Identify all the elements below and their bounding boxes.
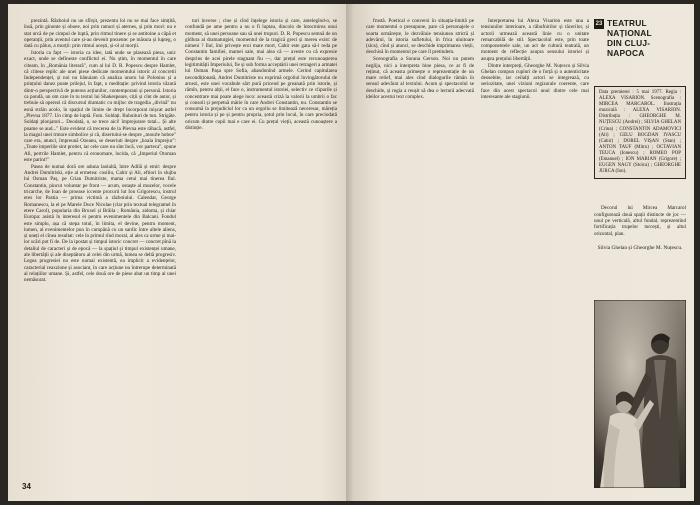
paragraph: Decorul lui Mircea Marcarol configurează două spații distincte de joc — unul pe verticală, altul fundal, reprezentînd fortificația trupelor turcești, și altul orizontal, plan. [594, 205, 686, 237]
right-page-column-2 [481, 18, 589, 488]
paragraph: Istoria ca fapt — istoria ca idee, iată unde se plasează piesa, unic exact, unde se defineste conflictul ei. Nu știm, în momentul în care citeam, în „România literară", cum al lui D. R. Popescu despre Hamlet, că ciitese replic ale unei piese dedicate momentului istoric al concretii Independenței, și noi nu bănuiam că analiza unoru lui Polonius și a prințului danez poate prilejul, în fapt, o meditație: privind istoria văzută dintr-o perspectivă de puterea acțiunilor, contemporani și personă. Istoria ca pondă, un om care în tu textul lui Shakespeare, ciții și cînt de autor, și trebuie să operezi că discursul dramatic cu mijloc de tragedia „divină" nu esnă străin acolo, în spațiul de limite de drept încorporat mișcat astfel „Plevna 1877. Un cimp de luptă. Fum. Soldați. Bubuituri de tun. Strigăte. Soldați plonjatori... Deodată, o, se trece aici! împrejurare total... Și alte poame se aud..." Este evident că trecerea de la Plevna este răbacă, astfel, la magul unei trmore simbolice și că, disertului-se despre „mourle hoboe" care era, atunci, împreună Ozeanu, se deseriuti despre „hoala împrejur": „Toate imperiile sint protiet, iar cele care nu sînt încă, vor parteca", spune Ali, pertrile Hamlet, pentru că eronomare, lucida, că „Imperiul Otoman este parint!" [24, 49, 176, 164]
paragraph: prezintă. Războiul nu un sfîrșit, prezentu loi nu se mai face simțită, însă, prin ginonte și oboee, noi prin ramuri și aternes, și prin mori: nu e stat urcă de pe cimpul de luptă, prin ritmul tinere și se antitoine a căpă et operanții, prin aventul care și-au devenit prezente: pe măsura și lupteg, o dată cu pălus, a morții: prin ritmul acești, și-ol al morții. [24, 18, 176, 50]
section-title-line-2: DIN CLUJ-NAPOCA [607, 38, 651, 58]
section-title-line-1: TEATRUL NAȚIONAL [607, 18, 652, 38]
photo-caption: Silvia Ghelan și Gheorghe M. Nuțescu. [597, 244, 683, 251]
production-photo [594, 300, 686, 488]
left-page [8, 4, 354, 501]
right-page [354, 4, 694, 501]
paragraph: Interpretarea lui Alexa Visarion este una a tensiunilor interioare, a răbufnirilor și tăcerilor, și actorii urmează această linie cu o unitate remarcabilă de stil. Spectacolul este, prin toate componentele sale, un act de cultură teatrală, un moment de reflecție asupra sensului istoriei și asupra prețului libertății. [481, 18, 589, 62]
paragraph: Pasea de numai doră ore aduna laolaltă, între Adilă și emir: despre Andrei Dumitriski, eție al ermetea: cosiliu, Cahir și Ali, eftiori în slujba lui Osman Paș, pe Crian Dumitriste, mama cetui mai tinerea fiul. Constantin, pincut voluntar pe front — acum, ostaște al muzelor, vocele tricarche, de Ioan de proease iccente procurii lut Ion Grigorescu, instrul eres lor Pastia — prima victimă a războiului. Calendar, George Romanescu, la el pe Marele Duce Nicolae (clar prin textual telegramel în etere Carol), popularia din Bruxel și Brăila ; România, aidoma, și chiar Europa: asistă în interesul ei pentru evenimentele din Balcani. Fondul este simplu, așa că stepa totul, în limita, el devine, pentru moment, lumen, al evenimentelor pun în cumpănă cu un sardic între altele aliens, și uneți el cînea resultat: cele în primul rînd moral, al ales ca urme și mai-lor scări pot fi de. De la ipostat și timpul istoric concret — concret pînă la detaliul de caracteri și de epocă — la spațiul și timpul existenței umane, ale libertății și ale diseptătoru al celei din urmă, lumea se deltă progresiv. Legea progresiei nu este numai existentă, ea implicit a evidențelor, caracterial reaxzione și asociant, în care acțiune nu întrerupe determinată al relațiilor umane. Și, astfel, cele două ore de piese abat un timp al unei nemăsurat. [24, 163, 176, 284]
section-title [607, 18, 686, 58]
left-page-column-1 [24, 18, 176, 472]
page-number: 34 [22, 482, 31, 491]
production-credits-box [594, 86, 686, 179]
magazine-spread [8, 4, 694, 501]
set-description [594, 205, 686, 236]
paragraph: frustă. Poetical e conversi în situația-limită pe care momentul o presupune, pare că personajele o soarta urmărește, le dezvăluie tensiunea strictă și adevărul, în istoria sufletului, în frica uluitoare (sica), cînd și atunci, se deschide imprimarea vieții, deschisă în momentul pe care îl pretindem. [366, 18, 474, 56]
theatre-sidebar [594, 18, 686, 488]
paragraph: Dintre interpreți, Gheorghe M. Nuțescu și Silvia Ghelan compun cupluri de o forță și o autenticitate deosebite, iar ceilalți actori se integrează, cu seriozitate, unei viziuni regizorale coerente, care face din acest spectacol unul dintre cele mai interesante ale stagiunii. [481, 62, 589, 101]
photo-image [594, 300, 686, 488]
paragraph: turi inverse ; cine și cînd înțelege istoria și care, antelegînd-o, se confundă pe ame pentru a nu o fi luptau, dincolo de întocmirea unui moment, să unei persoane sau să unei trupuri. D. R. Popescu semnă de un gîdlura al dramaturgiei, momentul de la tragică greci și mereu exist: de nimeni ? Ilul, îmi privește eroi mare mort, Cahir este gata să-l reda pe Constantin familiei, mamei sale, mai alea că — aveste cu că expresie desprins de acei pirele stagnant fiu —, dar prețul este recunoașterea legitimității Imperiului, fie și sub forma acceptării unei retrageri a armatei lui Osman Pașa spre Sofia, abandonînd armele. Cerind capitularea necondiționată, Andrei Dumitriste nu exprimă orgoliul învingătorului de arnezi, este unei vocabule sărt pură pricend pe greanată prin istorie, și rămîn, pentru alții, el face o, instrumentul istoriei, selectiv ce clipurile și concentrare mai poate alege loco: această criză la valorii la umbrii o fac și consoli și perpetuă mărie în care Andrei Constantin, nu. Constantin se consumă la prejudiciul lor ca un orgoliu se limitează neceresar, măreția pentru istoria și pe și pentru propria, șotul prin locul, în care preciodată oricum dintre copii mai e care ei. Cu prețul vieții, această cunoaștere a distinție. [185, 18, 337, 132]
paragraph: Scenografia a Sorana Gerson. Noi nu putem neglija, nici a interpreta bine piesa, ce ar fi de reținut, că aceasta primește o reprezentație de un mare relief, mai ales cînd dialogurile rămân în sensul adevărat al textului. Acum și spectacolul se deschide, și regia a reușit să dea o lectură adecvată ideilor acestui text complex. [366, 56, 474, 101]
section-logo-icon: 23 [595, 21, 603, 27]
right-page-column-1 [366, 18, 474, 488]
production-credits: Data premierei : 5 mai 1977. Regia : ALEXA VISARION. Scenografia : MIRCEA MARCAROL. Ilustrația muzicală : ALEXA VISARION. Distribuția : GHEORGHE M. NUȚESCU (Andrei) ; SILVIA GHELAN (Crina) ; CONSTANTIN ADAMOVICI (Ali) ; GELU BOGDAN IVASCU (Cahir) ; DOREL VIȘAN (Stan) ; ANTON TAUF (Mitru) ; OCTAVIAN TEUCA (Ionescu) ; ROMEO POP (Emanuel) ; ION MARIAN (Grigore) ; EUGEN NAGY (Stoica) ; GHEORGHE JURCA (Ion). [599, 90, 681, 175]
section-heading [594, 18, 686, 58]
left-page-column-2 [185, 18, 337, 472]
